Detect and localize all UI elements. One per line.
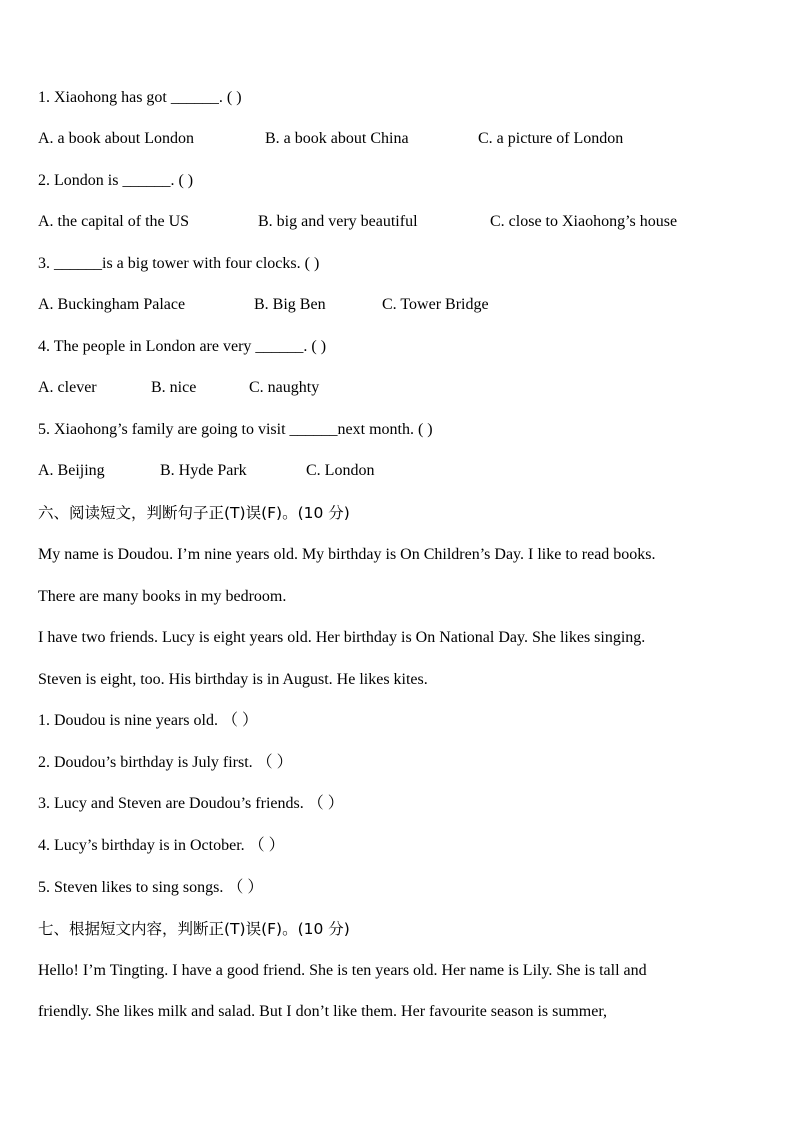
option-a: A. the capital of the US xyxy=(38,213,190,230)
question-1: 1. Xiaohong has got ______. ( ) xyxy=(38,89,242,106)
section-7-passage-line: friendly. She likes milk and salad. But I don’t like them. Her favourite season is summer, xyxy=(38,1003,608,1020)
option-b: B. big and very beautiful xyxy=(258,213,418,230)
statement-2: 2. Doudou’s birthday is July first. （ ） xyxy=(38,754,293,771)
section-6-passage-line: There are many books in my bedroom. xyxy=(38,588,287,605)
statement-5: 5. Steven likes to sing songs. （ ） xyxy=(38,879,264,896)
section-6-passage-line: My name is Doudou. I’m nine years old. My birthday is On Children’s Day. I like to read books. xyxy=(38,546,656,563)
option-b: B. Big Ben xyxy=(254,296,326,313)
section-6-passage-line: Steven is eight, too. His birthday is in August. He likes kites. xyxy=(38,671,428,688)
option-b: B. a book about China xyxy=(265,130,409,147)
statement-4: 4. Lucy’s birthday is in October. （ ） xyxy=(38,837,285,854)
option-c: C. a picture of London xyxy=(478,130,624,147)
section-7-heading: 七、根据短文内容，判断正(T)误(F)。(10 分) xyxy=(38,920,350,938)
option-b: B. Hyde Park xyxy=(160,462,247,479)
question-4: 4. The people in London are very ______. ( ) xyxy=(38,338,327,355)
statement-1: 1. Doudou is nine years old. （ ） xyxy=(38,712,258,729)
statement-3: 3. Lucy and Steven are Doudou’s friends. （ ） xyxy=(38,795,344,812)
question-3: 3. ______is a big tower with four clocks. ( ) xyxy=(38,255,320,272)
option-a: A. Buckingham Palace xyxy=(38,296,186,313)
question-5: 5. Xiaohong’s family are going to visit ______next month. ( ) xyxy=(38,421,433,438)
option-c: C. Tower Bridge xyxy=(382,296,489,313)
section-6-passage-line: I have two friends. Lucy is eight years old. Her birthday is On National Day. She likes singing. xyxy=(38,629,646,646)
option-a: A. a book about London xyxy=(38,130,194,147)
section-6-heading: 六、阅读短文，判断句子正(T)误(F)。(10 分) xyxy=(38,504,350,522)
option-c: C. naughty xyxy=(249,379,320,396)
section-7-passage-line: Hello! I’m Tingting. I have a good friend. She is ten years old. Her name is Lily. She is tall and xyxy=(38,962,647,979)
option-a: A. clever xyxy=(38,379,97,396)
question-2: 2. London is ______. ( ) xyxy=(38,172,194,189)
option-a: A. Beijing xyxy=(38,462,105,479)
option-c: C. London xyxy=(306,462,375,479)
option-b: B. nice xyxy=(151,379,197,396)
option-c: C. close to Xiaohong’s house xyxy=(490,213,678,230)
